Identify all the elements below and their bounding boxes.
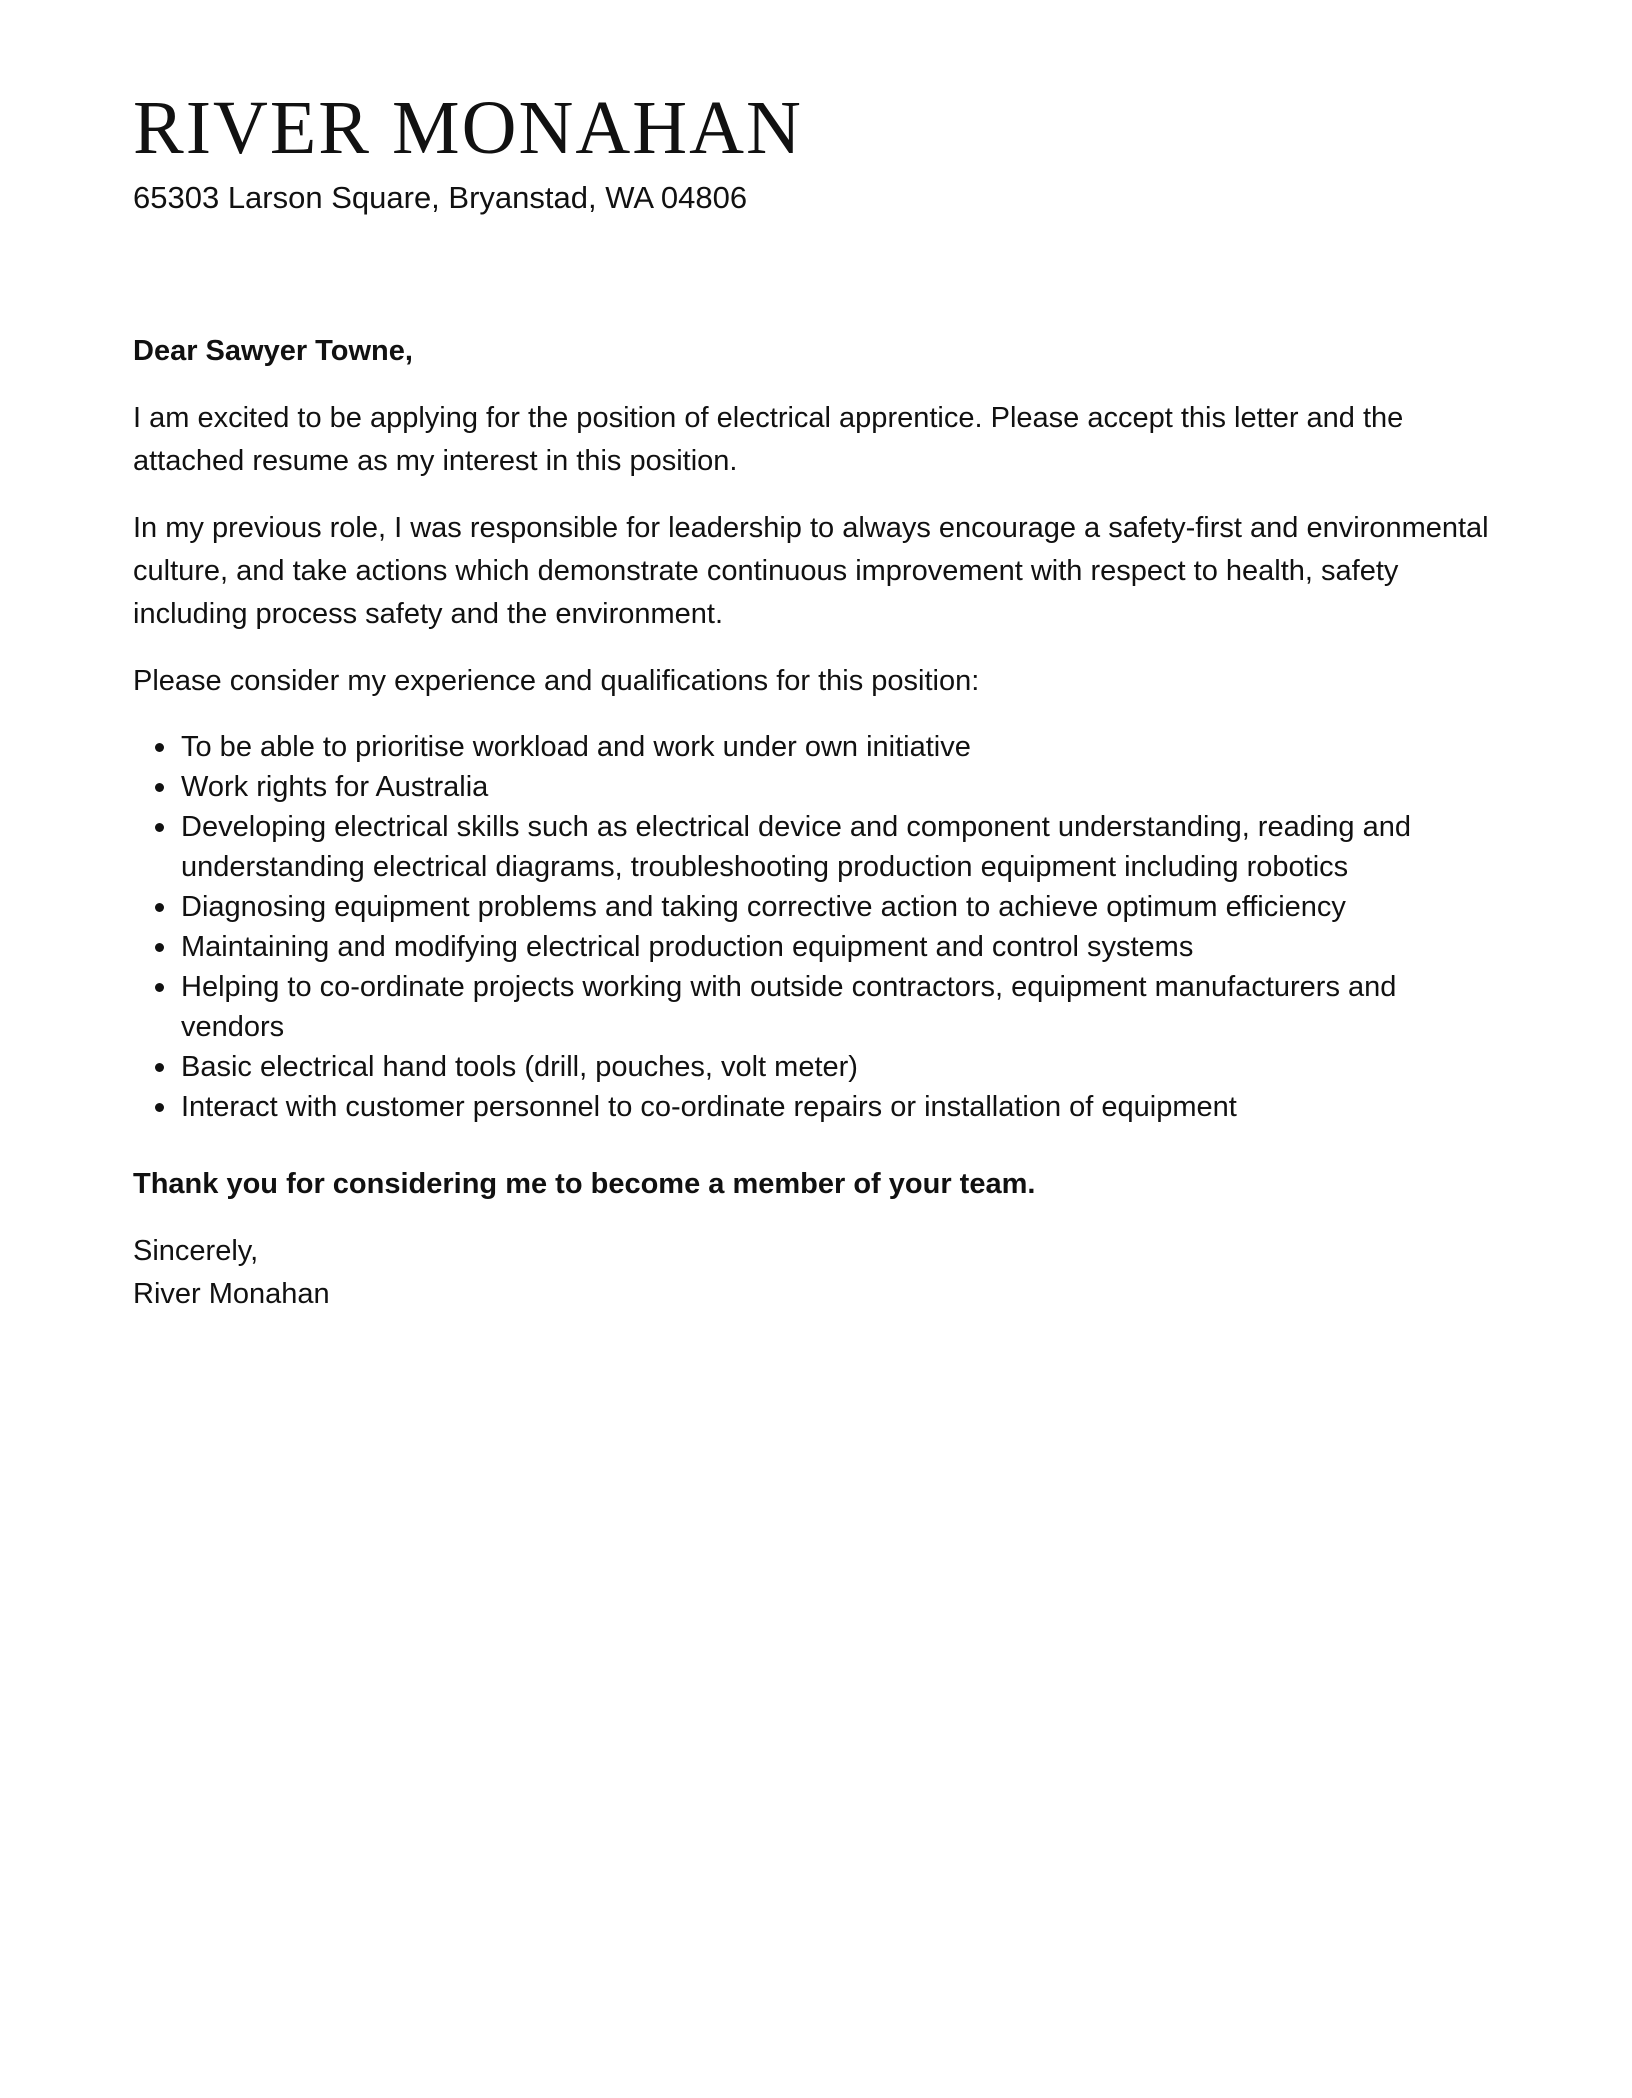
qualifications-intro: Please consider my experience and qualifications for this position: xyxy=(133,665,980,697)
list-item: To be able to prioritise workload and work under own initiative xyxy=(181,727,1493,767)
list-item: Basic electrical hand tools (drill, pouches, volt meter) xyxy=(181,1047,1493,1087)
list-item: Helping to co-ordinate projects working with outside contractors, equipment manufacturers and vendors xyxy=(181,967,1493,1047)
list-item: Work rights for Australia xyxy=(181,767,1493,807)
applicant-name: RIVER MONAHAN xyxy=(133,86,803,170)
letter-body xyxy=(133,330,1493,1316)
greeting: Dear Sawyer Towne, xyxy=(133,335,413,367)
list-item: Diagnosing equipment problems and taking corrective action to achieve optimum efficiency xyxy=(181,887,1493,927)
signoff: Sincerely, xyxy=(133,1235,259,1267)
list-item: Maintaining and modifying electrical production equipment and control systems xyxy=(181,927,1493,967)
list-item: Interact with customer personnel to co-ordinate repairs or installation of equipment xyxy=(181,1087,1493,1127)
applicant-address: 65303 Larson Square, Bryanstad, WA 04806 xyxy=(133,180,748,215)
cover-letter-page xyxy=(133,82,1493,1310)
closing-line: Thank you for considering me to become a member of your team. xyxy=(133,1168,1036,1200)
intro-paragraph: I am excited to be applying for the position of electrical apprentice. Please accept this letter and the attached resume as my interest in this position. xyxy=(133,402,1404,477)
qualifications-list xyxy=(133,727,1493,1127)
experience-paragraph: In my previous role, I was responsible for leadership to always encourage a safety-first and environmental culture, and take actions which demonstrate continuous improvement with respect to health, safety including process safety and the environment. xyxy=(133,512,1489,630)
signature-name: River Monahan xyxy=(133,1278,330,1310)
list-item: Developing electrical skills such as electrical device and component understanding, reading and understanding electrical diagrams, troubleshooting production equipment including robotics xyxy=(181,807,1493,887)
